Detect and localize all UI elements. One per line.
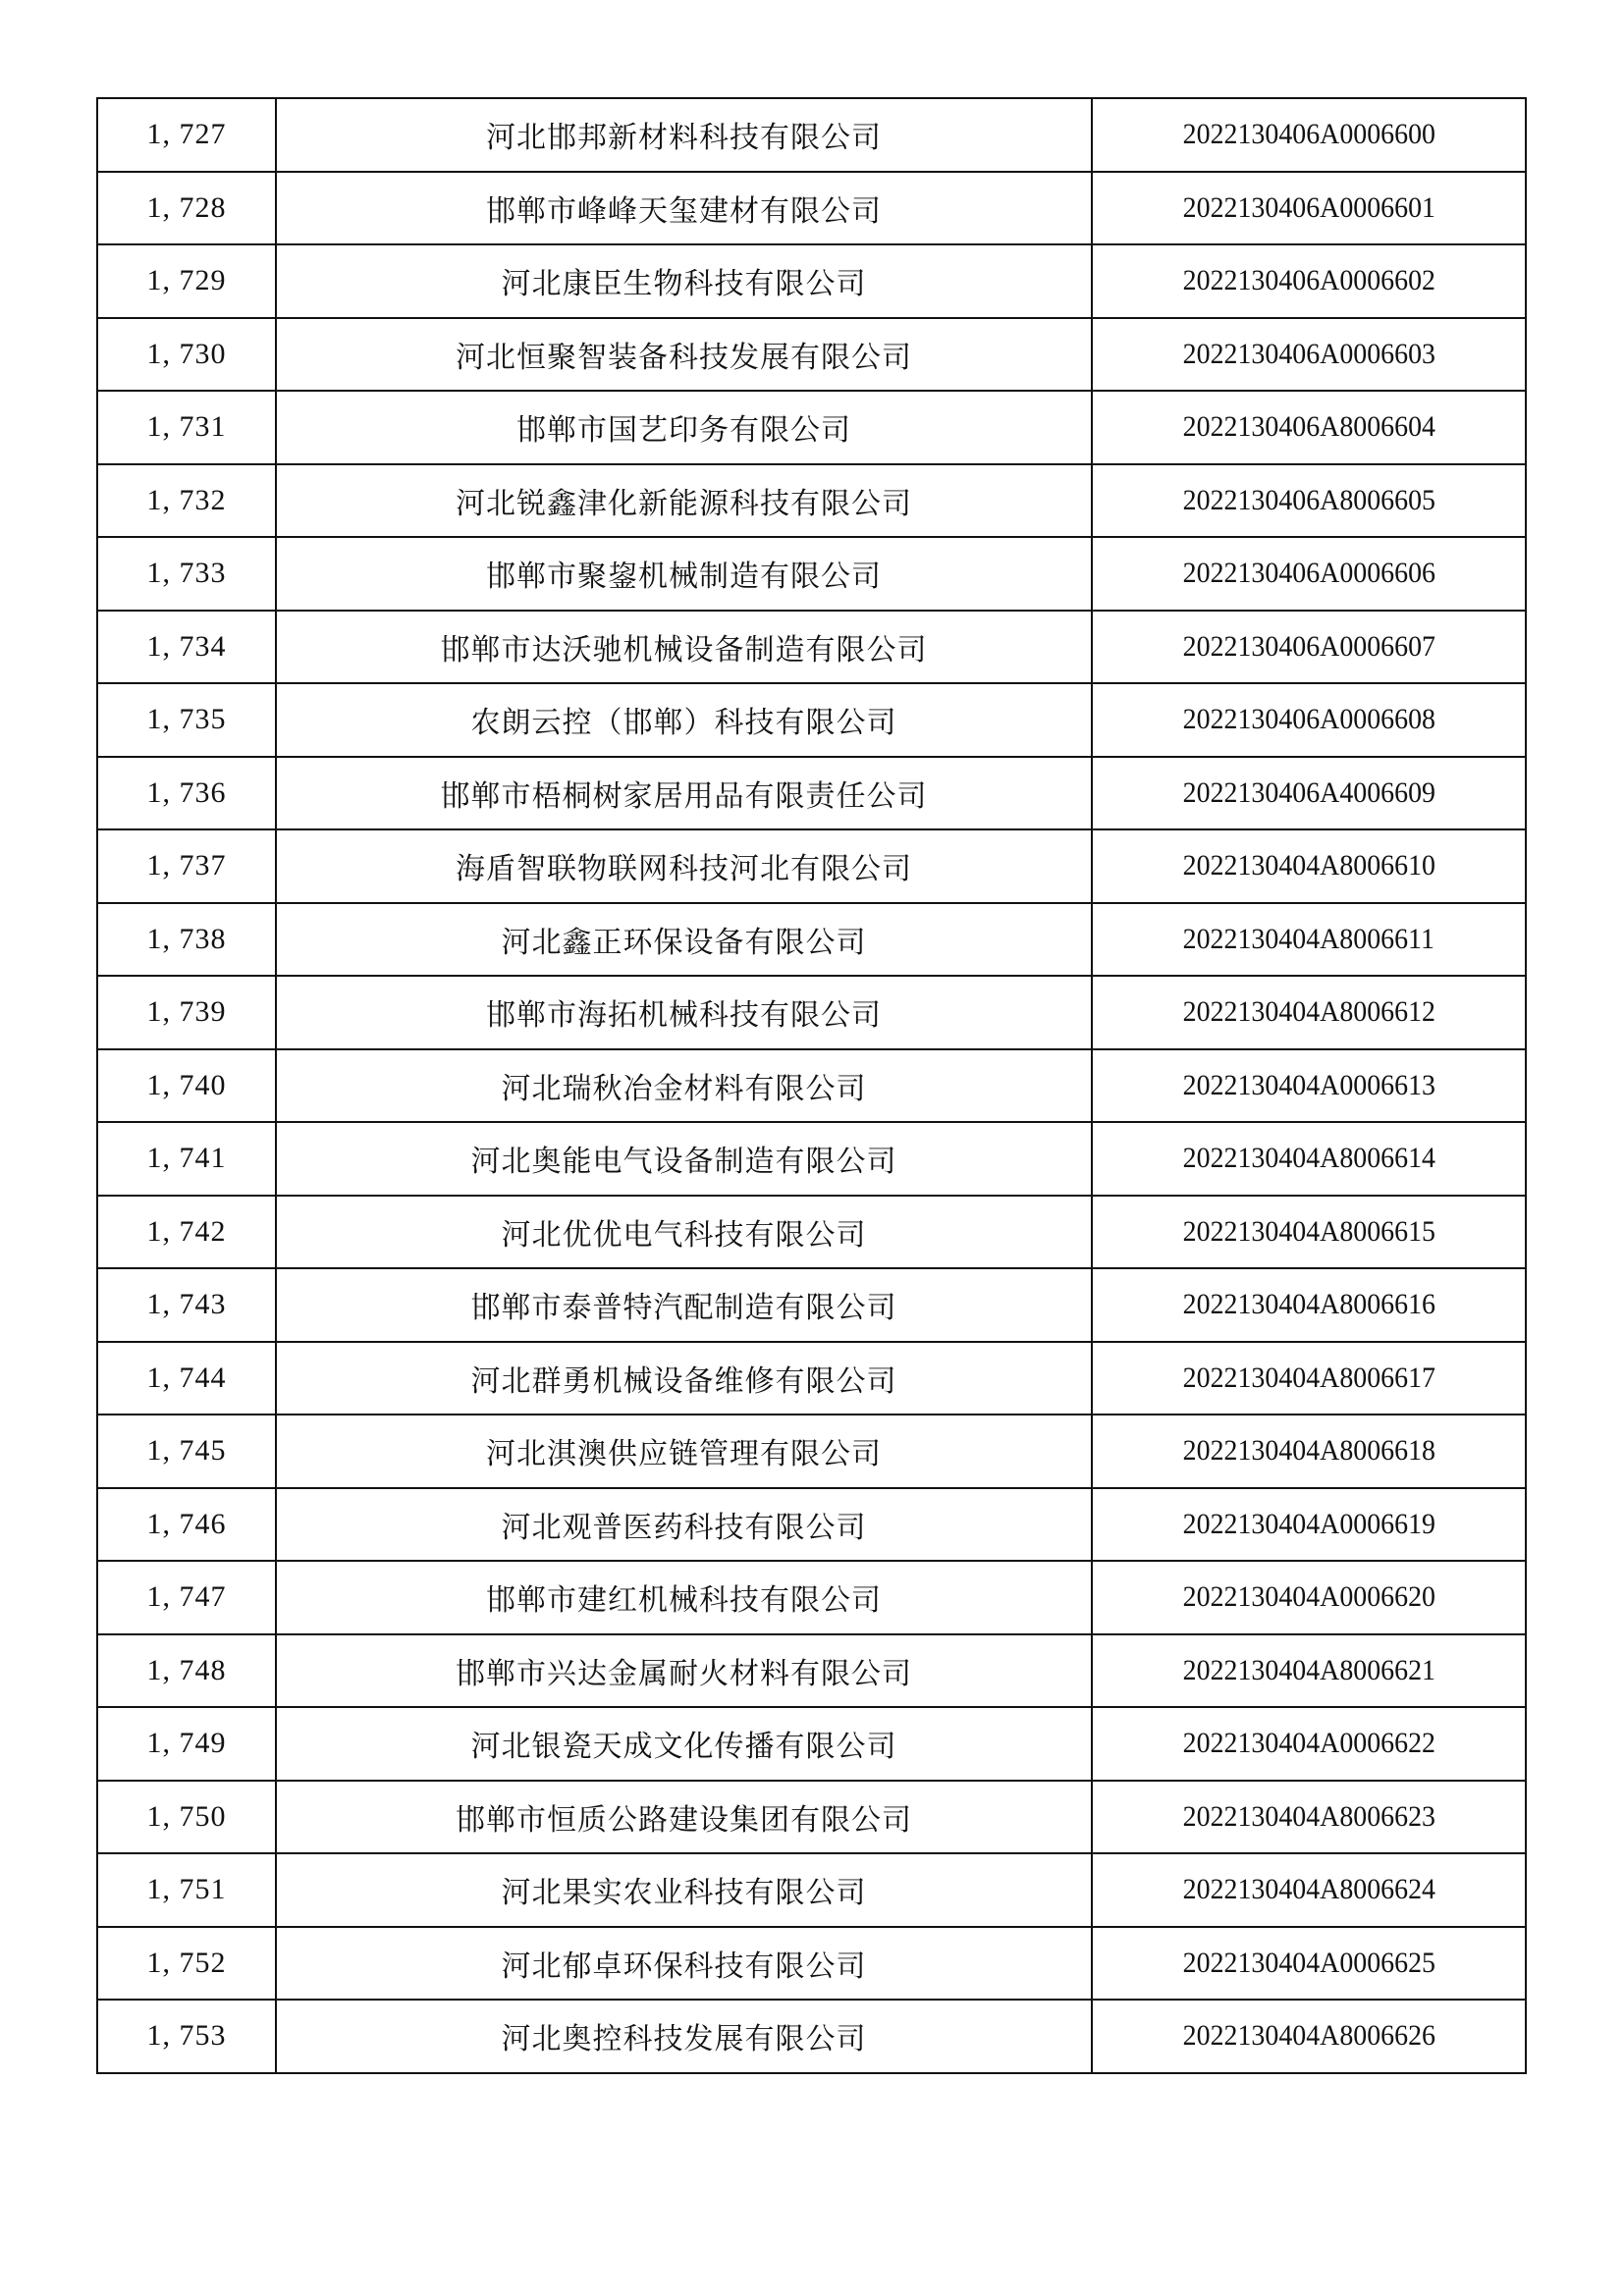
cell-registration-code <box>1092 172 1526 245</box>
company-name: 河北鑫正环保设备有限公司 <box>501 925 867 960</box>
company-name: 农朗云控（邯郸）科技有限公司 <box>470 706 897 741</box>
table-row <box>97 1342 1526 1415</box>
cell-sequence <box>97 1927 276 2001</box>
cell-company-name <box>276 757 1092 830</box>
cell-company-name <box>276 1122 1092 1196</box>
cell-sequence <box>97 1196 276 1269</box>
cell-registration-code <box>1092 829 1526 903</box>
cell-registration-code <box>1092 318 1526 392</box>
table-body <box>97 98 1526 2073</box>
table-row <box>97 903 1526 977</box>
company-name: 河北恒聚智装备科技发展有限公司 <box>456 340 912 375</box>
registration-code: 2022130404A0006625 <box>1182 1946 1435 1979</box>
table-row <box>97 1488 1526 1562</box>
registration-code: 2022130404A8006615 <box>1182 1214 1435 1248</box>
cell-company-name <box>276 903 1092 977</box>
cell-sequence <box>97 318 276 392</box>
table-row <box>97 464 1526 538</box>
cell-sequence <box>97 537 276 611</box>
registration-code: 2022130406A8006604 <box>1182 410 1435 444</box>
sequence-number: 1, 743 <box>146 1288 227 1321</box>
company-name: 河北瑞秋冶金材料有限公司 <box>501 1071 867 1106</box>
cell-sequence <box>97 1707 276 1781</box>
cell-registration-code <box>1092 1781 1526 1854</box>
company-name: 河北优优电气科技有限公司 <box>501 1217 867 1253</box>
cell-registration-code <box>1092 757 1526 830</box>
company-name: 河北郁卓环保科技有限公司 <box>501 1949 867 1984</box>
sequence-number: 1, 749 <box>146 1727 227 1760</box>
registration-code: 2022130406A8006605 <box>1182 483 1435 516</box>
company-name: 邯郸市兴达金属耐火材料有限公司 <box>456 1656 912 1691</box>
sequence-number: 1, 741 <box>146 1142 227 1175</box>
cell-sequence <box>97 829 276 903</box>
registration-code: 2022130404A8006611 <box>1182 922 1435 955</box>
cell-company-name <box>276 1781 1092 1854</box>
registration-code: 2022130404A0006613 <box>1182 1068 1435 1101</box>
cell-company-name <box>276 1488 1092 1562</box>
cell-sequence <box>97 1268 276 1342</box>
cell-sequence <box>97 98 276 172</box>
company-name: 河北银瓷天成文化传播有限公司 <box>470 1730 897 1765</box>
cell-company-name <box>276 537 1092 611</box>
sequence-number: 1, 738 <box>146 922 227 955</box>
cell-sequence <box>97 1853 276 1927</box>
sequence-number: 1, 734 <box>146 629 227 663</box>
cell-registration-code <box>1092 683 1526 757</box>
table-row <box>97 1634 1526 1708</box>
sequence-number: 1, 751 <box>146 1873 227 1906</box>
cell-company-name <box>276 976 1092 1049</box>
registration-code: 2022130404A8006617 <box>1182 1361 1435 1394</box>
cell-registration-code <box>1092 903 1526 977</box>
registration-code: 2022130404A8006623 <box>1182 1799 1435 1833</box>
cell-sequence <box>97 1488 276 1562</box>
company-name: 河北奥控科技发展有限公司 <box>501 2022 867 2057</box>
table-row <box>97 1196 1526 1269</box>
registration-code: 2022130404A8006612 <box>1182 995 1435 1029</box>
sequence-number: 1, 728 <box>146 190 227 224</box>
registration-code: 2022130406A4006609 <box>1182 775 1435 809</box>
sequence-number: 1, 753 <box>146 2019 227 2053</box>
sequence-number: 1, 740 <box>146 1068 227 1101</box>
sequence-number: 1, 746 <box>146 1507 227 1540</box>
cell-sequence <box>97 172 276 245</box>
sequence-number: 1, 732 <box>146 483 227 516</box>
cell-company-name <box>276 829 1092 903</box>
registration-code: 2022130406A0006600 <box>1182 118 1435 151</box>
registration-code: 2022130406A0006606 <box>1182 557 1435 590</box>
company-name: 河北淇澳供应链管理有限公司 <box>486 1437 882 1472</box>
cell-company-name <box>276 1268 1092 1342</box>
cell-registration-code <box>1092 1122 1526 1196</box>
registration-code: 2022130406A0006602 <box>1182 264 1435 297</box>
registration-code: 2022130404A8006626 <box>1182 2019 1435 2053</box>
cell-registration-code <box>1092 1049 1526 1123</box>
table-row <box>97 757 1526 830</box>
cell-company-name <box>276 464 1092 538</box>
table-row <box>97 1122 1526 1196</box>
registration-code: 2022130406A0006601 <box>1182 190 1435 224</box>
sequence-number: 1, 733 <box>146 557 227 590</box>
cell-company-name <box>276 391 1092 464</box>
cell-registration-code <box>1092 1634 1526 1708</box>
sequence-number: 1, 742 <box>146 1214 227 1248</box>
table-row <box>97 1561 1526 1634</box>
table-row <box>97 1268 1526 1342</box>
cell-registration-code <box>1092 976 1526 1049</box>
cell-company-name <box>276 318 1092 392</box>
company-name: 邯郸市恒质公路建设集团有限公司 <box>456 1802 912 1838</box>
table-row <box>97 1853 1526 1927</box>
sequence-number: 1, 747 <box>146 1580 227 1614</box>
sequence-number: 1, 739 <box>146 995 227 1029</box>
table-row <box>97 829 1526 903</box>
cell-company-name <box>276 1342 1092 1415</box>
cell-company-name <box>276 683 1092 757</box>
sequence-number: 1, 727 <box>146 118 227 151</box>
cell-sequence <box>97 757 276 830</box>
table-row <box>97 976 1526 1049</box>
registration-code: 2022130406A0006603 <box>1182 337 1435 370</box>
registration-code: 2022130404A8006621 <box>1182 1653 1435 1686</box>
cell-registration-code <box>1092 98 1526 172</box>
cell-sequence <box>97 244 276 318</box>
cell-registration-code <box>1092 2000 1526 2073</box>
registration-code: 2022130404A8006616 <box>1182 1288 1435 1321</box>
cell-registration-code <box>1092 391 1526 464</box>
cell-registration-code <box>1092 464 1526 538</box>
cell-sequence <box>97 464 276 538</box>
cell-company-name <box>276 1049 1092 1123</box>
company-name: 河北果实农业科技有限公司 <box>501 1876 867 1911</box>
sequence-number: 1, 752 <box>146 1946 227 1979</box>
sequence-number: 1, 736 <box>146 775 227 809</box>
cell-sequence <box>97 1561 276 1634</box>
sequence-number: 1, 750 <box>146 1799 227 1833</box>
cell-company-name <box>276 1853 1092 1927</box>
company-name: 邯郸市建红机械科技有限公司 <box>486 1583 882 1619</box>
table-row <box>97 244 1526 318</box>
cell-sequence <box>97 1634 276 1708</box>
registration-code: 2022130406A0006607 <box>1182 629 1435 663</box>
company-name: 邯郸市峰峰天玺建材有限公司 <box>486 193 882 229</box>
cell-registration-code <box>1092 1342 1526 1415</box>
sequence-number: 1, 731 <box>146 410 227 444</box>
company-name: 河北康臣生物科技有限公司 <box>501 267 867 302</box>
company-name: 河北奥能电气设备制造有限公司 <box>470 1145 897 1180</box>
cell-sequence <box>97 1415 276 1488</box>
cell-company-name <box>276 98 1092 172</box>
cell-sequence <box>97 1049 276 1123</box>
registration-code: 2022130406A0006608 <box>1182 703 1435 736</box>
table-row <box>97 318 1526 392</box>
cell-registration-code <box>1092 1927 1526 2001</box>
company-name: 邯郸市国艺印务有限公司 <box>516 413 851 449</box>
company-name: 河北邯邦新材料科技有限公司 <box>486 121 882 156</box>
company-name: 邯郸市聚鋆机械制造有限公司 <box>486 560 882 595</box>
cell-registration-code <box>1092 1415 1526 1488</box>
cell-company-name <box>276 2000 1092 2073</box>
cell-company-name <box>276 1196 1092 1269</box>
cell-registration-code <box>1092 611 1526 684</box>
table-row <box>97 537 1526 611</box>
sequence-number: 1, 737 <box>146 849 227 882</box>
cell-company-name <box>276 1634 1092 1708</box>
cell-sequence <box>97 1781 276 1854</box>
company-name: 海盾智联物联网科技河北有限公司 <box>456 852 912 887</box>
registration-code: 2022130404A8006614 <box>1182 1142 1435 1175</box>
cell-company-name <box>276 1415 1092 1488</box>
table-row <box>97 391 1526 464</box>
cell-company-name <box>276 172 1092 245</box>
registration-code: 2022130404A0006622 <box>1182 1727 1435 1760</box>
registration-code: 2022130404A0006619 <box>1182 1507 1435 1540</box>
cell-company-name <box>276 1707 1092 1781</box>
company-name: 河北观普医药科技有限公司 <box>501 1510 867 1545</box>
sequence-number: 1, 744 <box>146 1361 227 1394</box>
table-row <box>97 172 1526 245</box>
company-name: 邯郸市梧桐树家居用品有限责任公司 <box>440 778 928 814</box>
cell-registration-code <box>1092 1488 1526 1562</box>
table-row <box>97 1927 1526 2001</box>
cell-company-name <box>276 1561 1092 1634</box>
cell-company-name <box>276 1927 1092 2001</box>
company-name: 邯郸市海拓机械科技有限公司 <box>486 998 882 1034</box>
company-name: 邯郸市达沃驰机械设备制造有限公司 <box>440 632 928 667</box>
sequence-number: 1, 748 <box>146 1653 227 1686</box>
table-row <box>97 2000 1526 2073</box>
table-row <box>97 611 1526 684</box>
cell-sequence <box>97 1122 276 1196</box>
cell-registration-code <box>1092 1268 1526 1342</box>
cell-registration-code <box>1092 244 1526 318</box>
table-row <box>97 683 1526 757</box>
company-name: 河北锐鑫津化新能源科技有限公司 <box>456 486 912 521</box>
sequence-number: 1, 735 <box>146 703 227 736</box>
table-row <box>97 1049 1526 1123</box>
cell-company-name <box>276 611 1092 684</box>
registration-code: 2022130404A8006624 <box>1182 1873 1435 1906</box>
registration-code: 2022130404A0006620 <box>1182 1580 1435 1614</box>
cell-registration-code <box>1092 1853 1526 1927</box>
cell-registration-code <box>1092 1707 1526 1781</box>
company-name: 河北群勇机械设备维修有限公司 <box>470 1363 897 1399</box>
cell-registration-code <box>1092 1561 1526 1634</box>
cell-sequence <box>97 611 276 684</box>
cell-sequence <box>97 903 276 977</box>
registration-code: 2022130404A8006610 <box>1182 849 1435 882</box>
cell-registration-code <box>1092 1196 1526 1269</box>
table-row <box>97 98 1526 172</box>
sequence-number: 1, 729 <box>146 264 227 297</box>
cell-registration-code <box>1092 537 1526 611</box>
table-row <box>97 1781 1526 1854</box>
cell-sequence <box>97 976 276 1049</box>
cell-sequence <box>97 391 276 464</box>
table-row <box>97 1415 1526 1488</box>
registration-code: 2022130404A8006618 <box>1182 1434 1435 1468</box>
cell-sequence <box>97 683 276 757</box>
cell-company-name <box>276 244 1092 318</box>
sequence-number: 1, 745 <box>146 1434 227 1468</box>
cell-sequence <box>97 1342 276 1415</box>
cell-sequence <box>97 2000 276 2073</box>
company-registry-table <box>96 97 1527 2074</box>
sequence-number: 1, 730 <box>146 337 227 370</box>
table-row <box>97 1707 1526 1781</box>
company-name: 邯郸市泰普特汽配制造有限公司 <box>470 1291 897 1326</box>
